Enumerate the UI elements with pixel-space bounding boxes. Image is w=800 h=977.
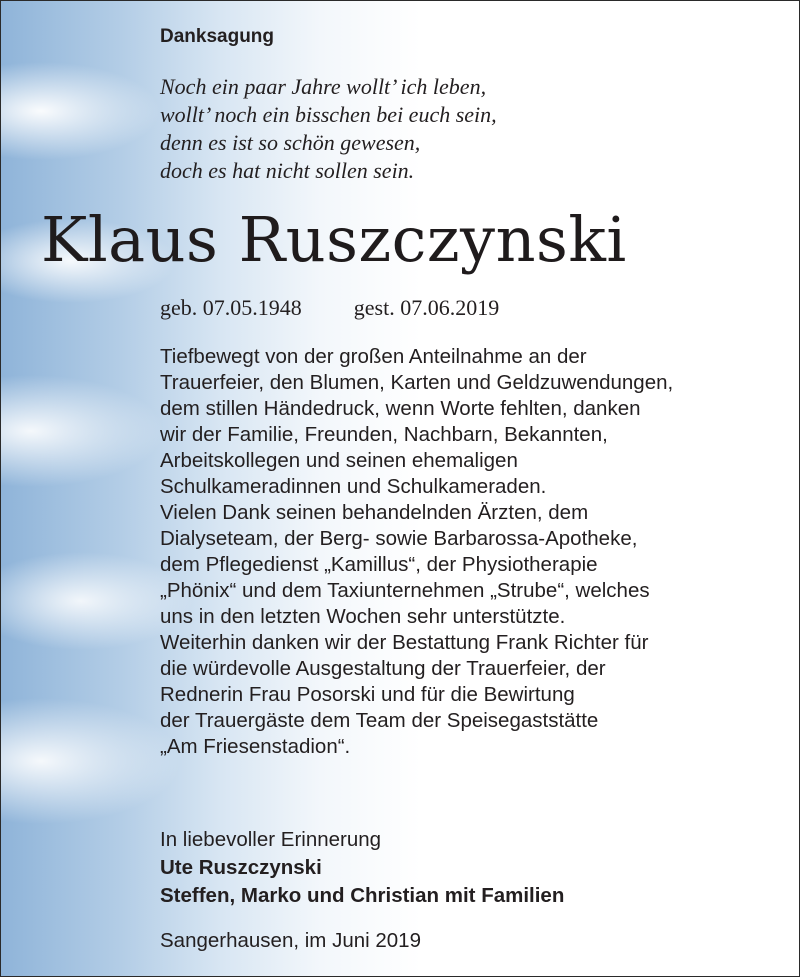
place-and-date: Sangerhausen, im Juni 2019: [160, 929, 421, 952]
signer-primary: Ute Ruszczynski: [160, 856, 322, 879]
thanks-line: die würdevolle Ausgestaltung der Trauerfeier, der: [160, 657, 606, 680]
signer-family: Steffen, Marko und Christian mit Familien: [160, 884, 565, 907]
birth-date: geb. 07.05.1948: [160, 295, 302, 320]
thanks-line: „Phönix“ und dem Taxiunternehmen „Strube“, welches: [160, 579, 650, 602]
thanks-line: Tiefbewegt von der großen Anteilnahme an der: [160, 345, 587, 368]
closing-signature: [160, 826, 564, 910]
poem-line: denn es ist so schön gewesen,: [160, 130, 421, 155]
thanks-line: Arbeitskollegen und seinen ehemaligen: [160, 449, 518, 472]
thanks-line: Rednerin Frau Posorski und für die Bewirtung: [160, 683, 575, 706]
thanks-line: Weiterhin danken wir der Bestattung Frank Richter für: [160, 631, 649, 654]
poem-line: Noch ein paar Jahre wollt’ ich leben,: [160, 74, 487, 99]
closing-intro: In liebevoller Erinnerung: [160, 828, 382, 851]
thanks-line: dem Pflegedienst „Kamillus“, der Physiotherapie: [160, 553, 598, 576]
poem-line: wollt’ noch ein bisschen bei euch sein,: [160, 102, 497, 127]
thanks-line: dem stillen Händedruck, wenn Worte fehlten, danken: [160, 397, 641, 420]
poem-line: doch es hat nicht sollen sein.: [160, 158, 415, 183]
thanks-line: Dialyseteam, der Berg- sowie Barbarossa-Apotheke,: [160, 527, 638, 550]
notice-heading: Danksagung: [160, 26, 275, 47]
thanks-line: der Trauergäste dem Team der Speisegaststätte: [160, 709, 599, 732]
death-date: gest. 07.06.2019: [353, 295, 500, 320]
thanks-line: uns in den letzten Wochen sehr unterstützte.: [160, 605, 566, 628]
poem-verse: [160, 73, 497, 185]
thanks-line: Trauerfeier, den Blumen, Karten und Geldzuwendungen,: [160, 371, 674, 394]
thanks-line: „Am Friesenstadion“.: [160, 735, 351, 758]
life-dates: [160, 295, 499, 321]
deceased-name: Klaus Ruszczynski: [41, 203, 627, 276]
thanks-text: [160, 344, 673, 760]
thanks-line: Schulkameradinnen und Schulkameraden.: [160, 475, 547, 498]
thanks-line: Vielen Dank seinen behandelnden Ärzten, dem: [160, 501, 589, 524]
thanks-line: wir der Familie, Freunden, Nachbarn, Bekannten,: [160, 423, 608, 446]
